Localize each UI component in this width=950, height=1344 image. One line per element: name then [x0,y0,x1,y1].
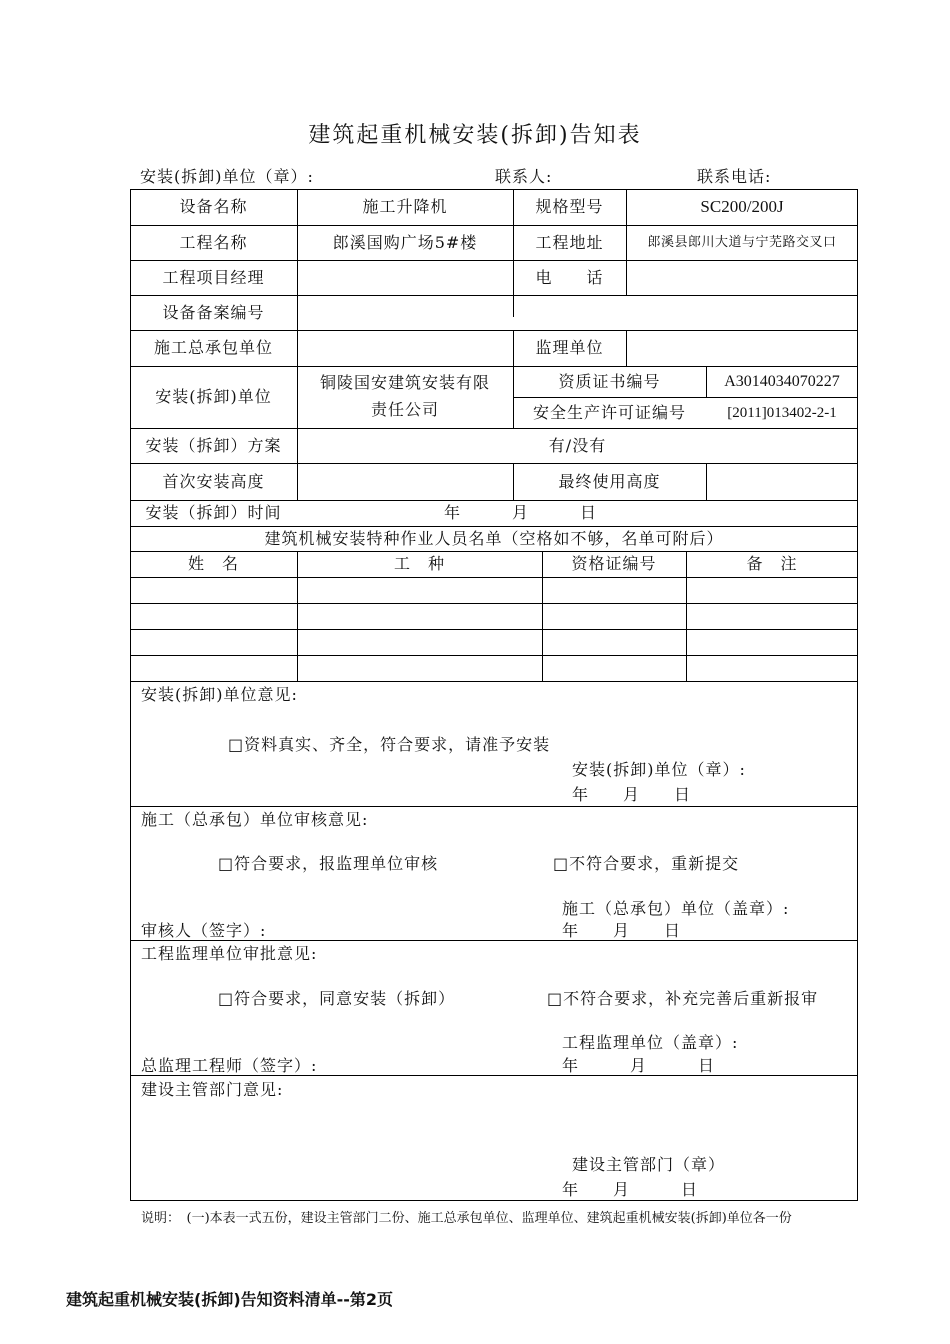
model-label: 规格型号 [535,197,604,216]
chief-supervisor-signature-label: 总监理工程师（签字）: [141,1056,318,1075]
supervisor-opinion-date: 年 月 日 [562,1056,716,1075]
form-title: 建筑起重机械安装(拆卸)告知表 [308,123,642,148]
contractor-opinion-date: 年 月 日 [562,921,682,940]
install-unit-name-line-1: 铜陵国安建筑安装有限 [319,372,490,392]
install-unit-name-line-2: 责任公司 [370,399,439,419]
supervisor-reject-checkbox-option[interactable]: □不符合要求，补充完善后重新报审 [547,989,819,1008]
install-unit-stamp-label: 安装(拆卸)单位（章）: [572,760,746,779]
install-unit-header-label: 安装(拆卸)单位（章）: [140,167,314,186]
install-unit-opinion-heading: 安装(拆卸)单位意见: [141,685,298,704]
supervisor-approve-checkbox-option[interactable]: □符合要求，同意安装（拆卸） [218,989,456,1008]
form-note: 说明： (一)本表一式五份，建设主管部门二份、施工总承包单位、监理单位、建筑起重机械安装(拆卸)单位各一份 [141,1211,792,1226]
qualification-certificate-label: 资质证书编号 [558,371,661,391]
contact-person-header-label: 联系人: [495,167,553,186]
device-name-label: 设备名称 [179,197,248,216]
column-header-certificate-number: 资格证编号 [571,554,657,573]
manager-phone-label: 电 话 [535,267,604,287]
supervisor-approval-heading: 工程监理单位审批意见: [141,944,318,963]
model-value: SC200/200J [700,197,784,216]
device-name-value: 施工升降机 [362,197,448,216]
column-divider [626,330,627,366]
install-plan-label: 安装（拆卸）方案 [145,435,282,455]
install-time-date: 年 月 日 [444,503,598,522]
contact-phone-header-label: 联系电话: [697,167,772,186]
equipment-record-number-label: 设备备案编号 [162,302,265,322]
column-header-name: 姓 名 [187,554,239,573]
supervisor-stamp-label: 工程监理单位（盖章）: [562,1033,739,1052]
contractor-approve-checkbox-option[interactable]: □符合要求，报监理单位审核 [218,854,439,873]
project-manager-label: 工程项目经理 [162,267,265,287]
column-header-trade: 工 种 [393,554,445,573]
install-approval-checkbox-option[interactable]: □资料真实、齐全，符合要求，请准予安装 [228,735,551,754]
personnel-list-heading: 建筑机械安装特种作业人员名单（空格如不够，名单可附后） [264,528,724,548]
row-divider [130,603,858,604]
column-divider [706,463,707,500]
install-plan-value: 有/没有 [548,435,607,455]
install-time-label: 安装（拆卸）时间 [145,503,282,522]
contractor-reject-checkbox-option[interactable]: □不符合要求，重新提交 [553,854,740,873]
general-contractor-label: 施工总承包单位 [153,338,273,357]
first-install-height-label: 首次安装高度 [162,471,265,491]
safety-license-value: [2011]013402-2-1 [727,404,837,421]
safety-license-label: 安全生产许可证编号 [532,402,686,422]
row-divider [130,655,858,656]
project-address-value: 郎溪县郎川大道与宁芜路交叉口 [647,234,837,250]
column-header-remarks: 备 注 [746,554,798,573]
project-name-label: 工程名称 [179,232,248,252]
supervision-unit-label: 监理单位 [535,338,604,357]
qualification-certificate-value: A3014034070227 [724,372,840,390]
row-divider [130,577,858,578]
install-unit-opinion-date: 年 月 日 [572,785,692,804]
project-name-value: 郎溪国购广场5#楼 [332,232,478,252]
page-footer: 建筑起重机械安装(拆卸)告知资料清单--第2页 [66,1290,394,1309]
install-unit-label: 安装(拆卸)单位 [155,387,272,406]
contractor-reviewer-signature-label: 审核人（签字）: [141,921,267,940]
authority-opinion-date: 年 月 日 [562,1180,699,1199]
project-address-label: 工程地址 [535,232,604,252]
row-divider [130,629,858,630]
contractor-stamp-label: 施工（总承包）单位（盖章）: [562,899,790,918]
authority-stamp-label: 建设主管部门（章） [572,1155,726,1174]
authority-opinion-heading: 建设主管部门意见: [141,1080,284,1099]
final-use-height-label: 最终使用高度 [558,471,661,491]
contractor-review-heading: 施工（总承包）单位审核意见: [141,810,369,829]
